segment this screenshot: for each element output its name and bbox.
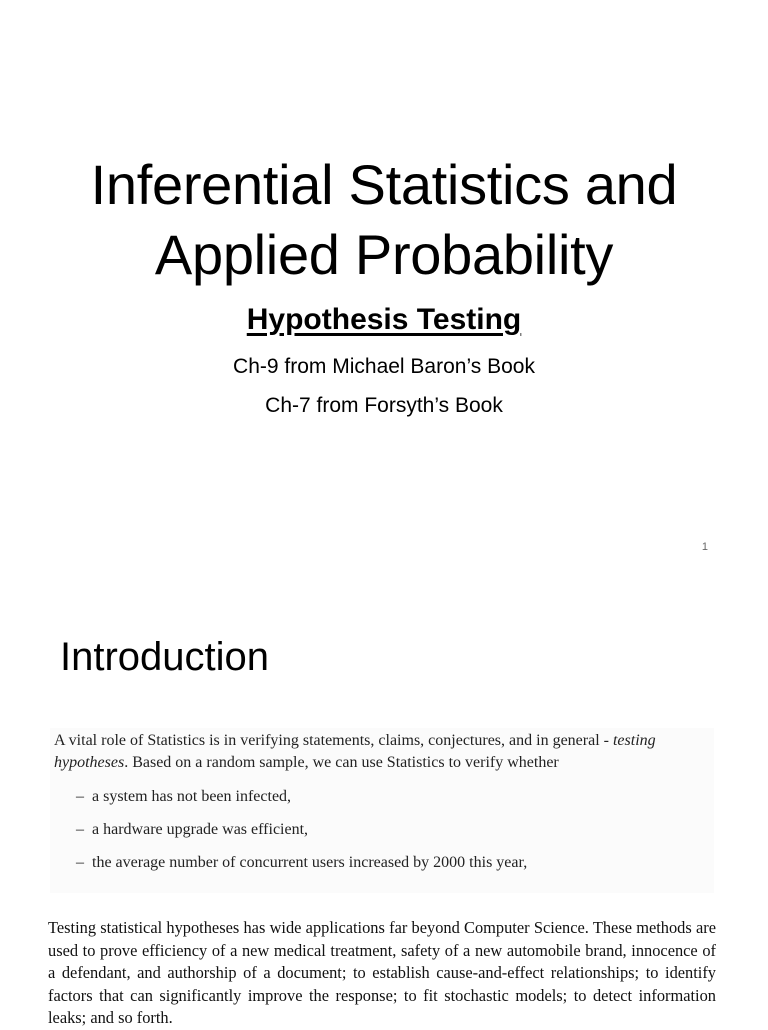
list-item <box>76 786 710 808</box>
hypothesis-examples-list <box>76 786 710 874</box>
excerpt-intro-emphasis: testing hypotheses <box>54 732 656 771</box>
list-item-text: the average number of concurrent users increased by 2000 this year, <box>92 854 528 871</box>
bullet-dash: – <box>76 854 84 871</box>
list-item-text: a hardware upgrade was efficient, <box>92 821 309 838</box>
bullet-dash: – <box>76 821 84 838</box>
page-number: 1 <box>701 541 708 553</box>
title-line-2: Applied Probability <box>154 223 614 286</box>
list-item <box>76 852 710 874</box>
excerpt-intro-part1: A vital role of Statistics is in verifying statements, claims, conjectures, and in general - <box>54 732 613 749</box>
list-item <box>76 819 710 841</box>
reference-forsyth: Ch-7 from Forsyth’s Book <box>265 394 503 417</box>
reference-baron: Ch-9 from Michael Baron’s Book <box>233 355 535 378</box>
book-excerpt-intro <box>50 728 714 893</box>
title-line-1: Inferential Statistics and <box>90 153 678 216</box>
bullet-dash: – <box>76 788 84 805</box>
introduction-slide <box>0 580 768 1027</box>
list-item-text: a system has not been infected, <box>92 788 292 805</box>
slide-subtitle: Hypothesis Testing <box>246 303 522 336</box>
excerpt-intro-text <box>54 730 710 774</box>
book-excerpt-applications: Testing statistical hypotheses has wide applications far beyond Computer Science. These methods are used to prove efficiency of a new medical treatment, safety of a new automobile brand, innocence of a defendant, and authorship of a document; to establish cause-and-effect relationships; to identify factors that can significantly improve the response; to fit stochastic models; to detect information leaks; and so forth. <box>48 918 716 1027</box>
introduction-title: Introduction <box>60 635 270 679</box>
excerpt-intro-part2: . Based on a random sample, we can use Statistics to verify whether <box>124 754 559 771</box>
slide-title <box>0 150 768 290</box>
